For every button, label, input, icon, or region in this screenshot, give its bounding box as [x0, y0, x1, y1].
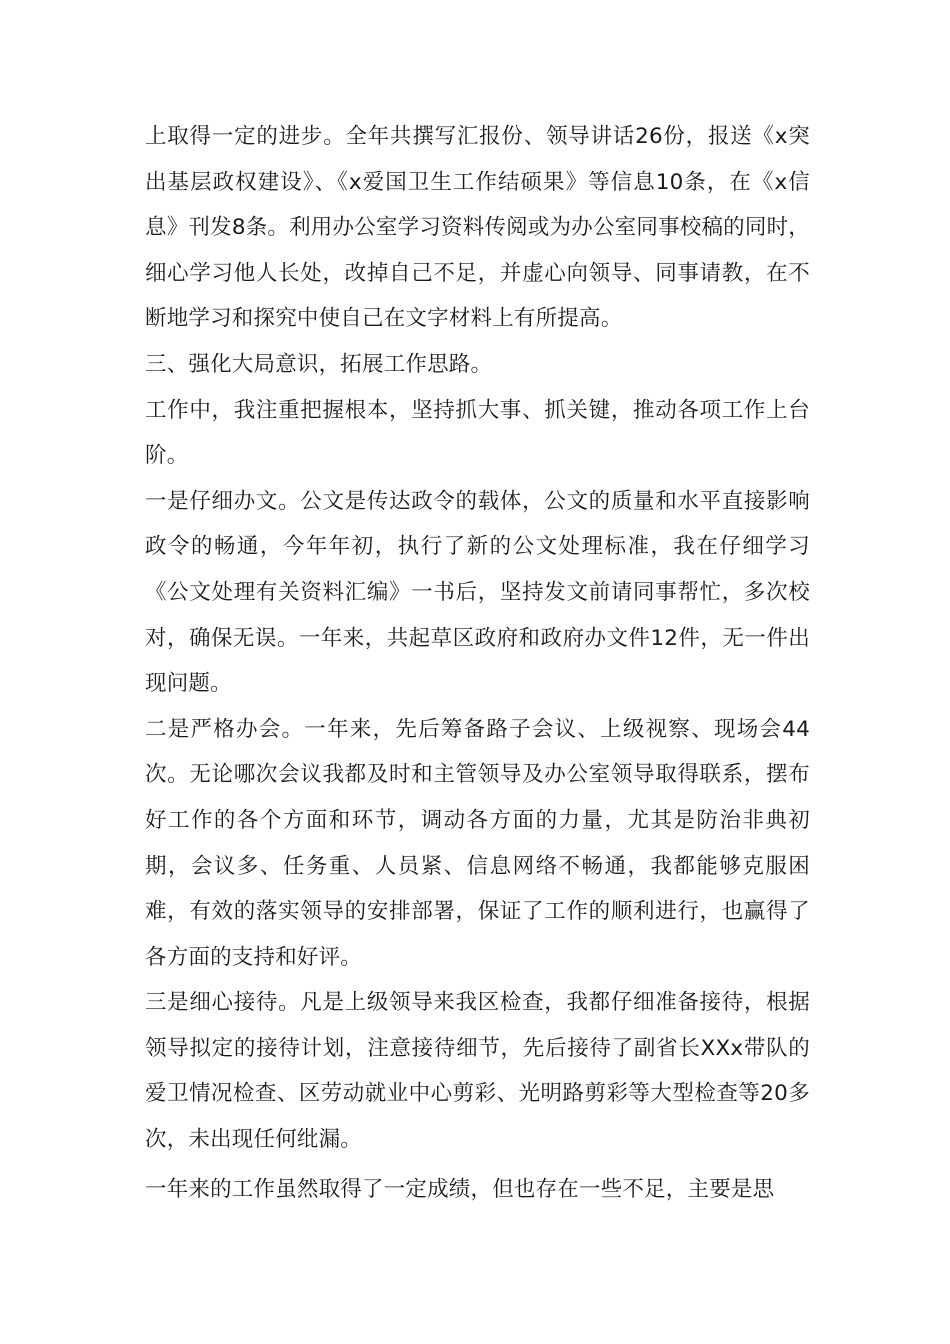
- document-body: [145, 114, 810, 1212]
- section-heading-3: 三、强化大局意识，拓展工作思路。: [145, 351, 493, 377]
- paragraph-work-focus: 工作中，我注重把握根本，坚持抓大事、抓关键，推动各项工作上台阶。: [145, 397, 810, 469]
- paragraph-summary: 一年来的工作虽然取得了一定成绩，但也存在一些不足，主要是思: [145, 1176, 775, 1202]
- paragraph-document-handling: 一是仔细办文。公文是传达政令的载体，公文的质量和水平直接影响政令的畅通，今年年初，执行了新的公文处理标准，我在仔细学习《公文处理有关资料汇编》一书后，坚持发文前请同事帮忙，多次校对，确保无误。一年来，共起草区政府和政府办文件12件，无一件出现问题。: [145, 488, 810, 697]
- paragraph-meeting-organization: 二是严格办会。一年来，先后筹备路子会议、上级视察、现场会44次。无论哪次会议我都及时和主管领导及办公室领导取得联系，摆布好工作的各个方面和环节，调动各方面的力量，尤其是防治非典初期，会议多、任务重、人员紧、信息网络不畅通，我都能够克服困难，有效的落实领导的安排部署，保证了工作的顺利进行，也赢得了各方面的支持和好评。: [145, 716, 810, 970]
- paragraph-reception: 三是细心接待。凡是上级领导来我区检查，我都仔细准备接待，根据领导拟定的接待计划，注意接待细节，先后接待了副省长XXx带队的爱卫情况检查、区劳动就业中心剪彩、光明路剪彩等大型检查等20多次，未出现任何纰漏。: [145, 990, 810, 1153]
- paragraph-writing-progress: 上取得一定的进步。全年共撰写汇报份、领导讲话26份，报送《x突出基层政权建设》、《x爱国卫生工作结硕果》等信息10条，在《x信息》刊发8条。利用办公室学习资料传阅或为办公室同事校稿的同时，细心学习他人长处，改掉自己不足，并虚心向领导、同事请教，在不断地学习和探究中使自己在文字材料上有所提高。: [145, 124, 810, 332]
